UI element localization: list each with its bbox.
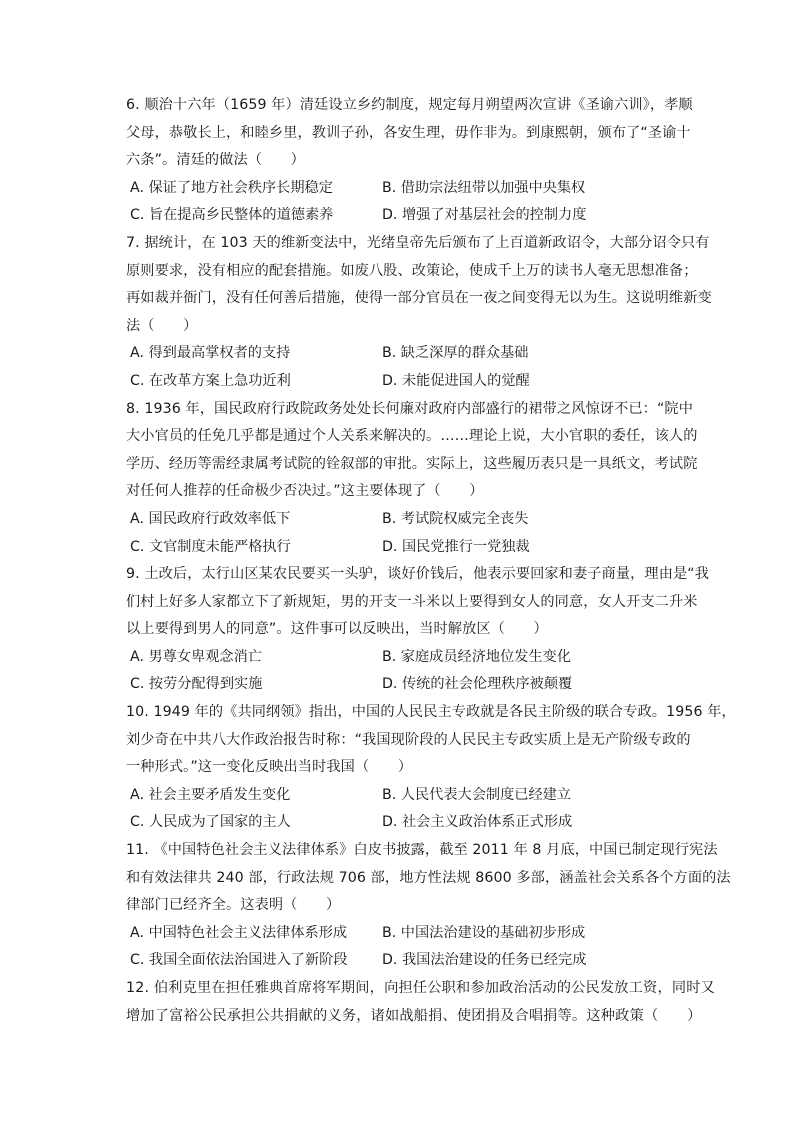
question-8-option-a: A. 国民政府行政效率低下 xyxy=(130,510,291,527)
question-6-option-c: C. 旨在提高乡民整体的道德素养 xyxy=(130,207,334,224)
question-9-option-a: A. 男尊女卑观念消亡 xyxy=(130,648,262,665)
question-6-option-a: A. 保证了地方社会秩序长期稳定 xyxy=(130,179,333,196)
question-11-line-2: 和有效法律共 240 部，行政法规 706 部，地方性法规 8600 多部，涵盖社会关系各个方面的法 xyxy=(126,869,731,886)
question-8-options-row-2 xyxy=(126,534,696,562)
question-8-option-d: D. 国民党推行一党独裁 xyxy=(382,538,530,555)
question-7-option-b: B. 缺乏深厚的群众基础 xyxy=(382,345,529,362)
question-9-line-1: 9. 土改后，太行山区某农民要买一头驴，谈好价钱后，他表示要回家和妻子商量，理由是“我 xyxy=(126,566,710,583)
question-7-option-c: C. 在改革方案上急功近利 xyxy=(130,372,291,389)
question-9 xyxy=(126,561,710,699)
question-11-options-row-1 xyxy=(126,920,696,948)
question-6-option-b: B. 借助宗法纽带以加强中央集权 xyxy=(382,179,586,196)
question-7-options-row-1 xyxy=(126,340,696,368)
question-11-option-b: B. 中国法治建设的基础初步形成 xyxy=(382,924,586,941)
question-9-option-c: C. 按劳分配得到实施 xyxy=(130,676,263,693)
question-10-options-row-2 xyxy=(126,809,696,837)
question-8-line-2: 大小官员的任免几乎都是通过个人关系来解决的。……理论上说，大小官职的委任，该人的 xyxy=(126,428,698,445)
question-8-option-c: C. 文官制度未能严格执行 xyxy=(130,538,291,555)
question-10-line-2: 刘少奇在中共八大作政治报告时称：“我国现阶段的人民民主专政实质上是无产阶级专政的 xyxy=(126,731,691,748)
question-9-line-3: 以上要得到男人的同意”。这件事可以反映出，当时解放区（ ） xyxy=(126,621,548,638)
question-8 xyxy=(126,396,696,562)
question-12 xyxy=(126,975,715,1030)
question-11-option-a: A. 中国特色社会主义法律体系形成 xyxy=(130,924,348,941)
question-8-line-4: 对任何人推荐的任命极少否决过。”这主要体现了（ ） xyxy=(126,483,484,500)
question-7-line-2: 原则要求，没有相应的配套措施。如废八股、改策论，使成千上万的读书人毫无思想准备； xyxy=(126,262,698,279)
question-8-line-3: 学历、经历等需经隶属考试院的铨叙部的审批。实际上，这些履历表只是一具纸文，考试院 xyxy=(126,455,698,472)
exam-page xyxy=(126,92,736,1030)
question-8-line-1: 8. 1936 年，国民政府行政院政务处处长何廉对政府内部盛行的裙带之风惊讶不已：“院中 xyxy=(126,400,693,417)
question-9-line-2: 们村上好多人家都立下了新规矩，男的开支一斗米以上要得到女人的同意，女人开支二升米 xyxy=(126,593,698,610)
question-6-line-1: 6. 顺治十六年（1659 年）清廷设立乡约制度，规定每月朔望两次宣讲《圣谕六训》，孝顺 xyxy=(126,97,693,113)
question-8-option-b: B. 考试院权威完全丧失 xyxy=(382,510,529,527)
question-11-line-3: 律部门已经齐全。这表明（ ） xyxy=(126,897,341,914)
question-11-option-c: C. 我国全面依法治国进入了新阶段 xyxy=(130,952,348,969)
question-10-option-b: B. 人民代表大会制度已经建立 xyxy=(382,786,572,803)
question-10-option-d: D. 社会主义政治体系正式形成 xyxy=(382,814,573,831)
question-6 xyxy=(126,92,696,230)
question-11 xyxy=(126,837,731,975)
question-6-line-3: 六条”。清廷的做法（ ） xyxy=(126,152,305,169)
question-7-line-1: 7. 据统计，在 103 天的维新变法中，光绪皇帝先后颁布了上百道新政诏令，大部分诏令只有 xyxy=(126,234,710,251)
question-7-options-row-2 xyxy=(126,368,696,396)
question-7-line-4: 法（ ） xyxy=(126,317,198,334)
question-10-line-3: 一种形式。”这一变化反映出当时我国（ ） xyxy=(126,759,413,776)
question-6-options-row-2 xyxy=(126,202,696,230)
question-8-options-row-1 xyxy=(126,506,696,534)
question-6-options-row-1 xyxy=(126,175,696,203)
question-10-options-row-1 xyxy=(126,782,696,810)
question-11-option-d: D. 我国法治建设的任务已经完成 xyxy=(382,952,587,969)
question-9-options-row-1 xyxy=(126,644,696,672)
question-7-line-3: 再如裁并衙门，没有任何善后措施，使得一部分官员在一夜之间变得无以为生。这说明维新变 xyxy=(126,290,712,307)
question-9-option-d: D. 传统的社会伦理秩序被颠覆 xyxy=(382,676,573,693)
question-9-options-row-2 xyxy=(126,671,696,699)
question-6-line-2: 父母，恭敬长上，和睦乡里，教训子孙，各安生理，毋作非为。到康熙朝，颁布了“圣谕十 xyxy=(126,124,691,141)
question-10 xyxy=(126,699,736,837)
question-7-option-a: A. 得到最高掌权者的支持 xyxy=(130,345,291,362)
question-6-option-d: D. 增强了对基层社会的控制力度 xyxy=(382,207,587,224)
question-12-line-1: 12. 伯利克里在担任雅典首席将军期间，向担任公职和参加政治活动的公民发放工资，同时又 xyxy=(126,980,715,996)
question-11-options-row-2 xyxy=(126,947,696,975)
question-9-option-b: B. 家庭成员经济地位发生变化 xyxy=(382,648,572,665)
question-10-line-1: 10. 1949 年的《共同纲领》指出，中国的人民民主专政就是各民主阶级的联合专政。1956 年， xyxy=(126,704,736,721)
question-10-option-c: C. 人民成为了国家的主人 xyxy=(130,814,291,831)
question-7 xyxy=(126,230,712,396)
question-11-line-1: 11. 《中国特色社会主义法律体系》白皮书披露，截至 2011 年 8 月底，中国已制定现行宪法 xyxy=(126,842,718,859)
question-10-option-a: A. 社会主要矛盾发生变化 xyxy=(130,786,291,803)
question-7-option-d: D. 未能促进国人的觉醒 xyxy=(382,372,530,389)
question-12-line-2: 增加了富裕公民承担公共捐献的义务，诸如战船捐、使团捐及合唱捐等。这种政策（ ） xyxy=(126,1007,702,1024)
